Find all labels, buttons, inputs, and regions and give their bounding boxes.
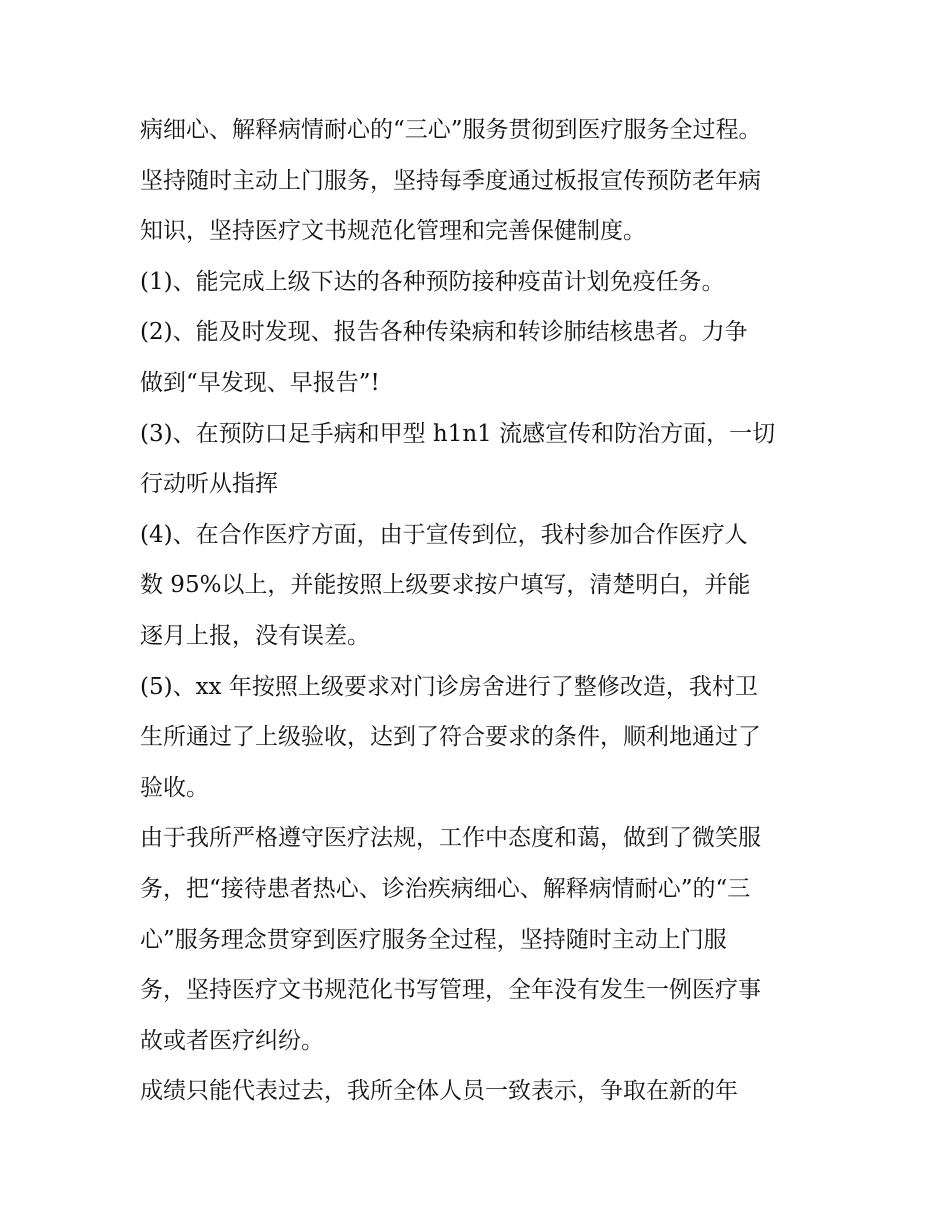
text-line: 验收。	[140, 774, 209, 801]
text-line: (3)、在预防口足手病和甲型 h1n1 流感宣传和防治方面，一切	[140, 420, 776, 447]
text-line: 行动听从指挥	[140, 471, 278, 498]
text-line: 成绩只能代表过去，我所全体人员一致表示，争取在新的年	[140, 1078, 738, 1105]
text-line: 病细心、解释病情耐心的“三心”服务贯彻到医疗服务全过程。	[140, 117, 762, 143]
text-line: 坚持随时主动上门服务，坚持每季度通过板报宣传预防老年病	[140, 167, 761, 194]
text-line: 由于我所严格遵守医疗法规，工作中态度和蔼，做到了微笑服	[140, 825, 761, 852]
text-line: (4)、在合作医疗方面，由于宣传到位，我村参加合作医疗人	[140, 521, 748, 548]
text-line: (1)、能完成上级下达的各种预防接种疫苗计划免疫任务。	[140, 268, 725, 295]
text-line: 知识，坚持医疗文书规范化管理和完善保健制度。	[140, 218, 646, 245]
text-line: 生所通过了上级验收，达到了符合要求的条件，顺利地通过了	[140, 724, 761, 751]
text-line: 故或者医疗纠纷。	[140, 1027, 324, 1054]
document-body	[140, 105, 820, 1117]
text-line: (2)、能及时发现、报告各种传染病和转诊肺结核患者。力争	[140, 319, 748, 346]
text-line: 做到“早发现、早报告”!	[140, 369, 380, 396]
text-line: 心”服务理念贯穿到医疗服务全过程，坚持随时主动上门服	[140, 926, 727, 953]
text-line: 数 95%以上，并能按照上级要求按户填写，清楚明白，并能	[140, 572, 751, 599]
text-line: 逐月上报，没有误差。	[140, 622, 370, 649]
text-line: 务，把“接待患者热心、诊治疾病细心、解释病情耐心”的“三	[140, 875, 751, 902]
text-line: 务，坚持医疗文书规范化书写管理，全年没有发生一例医疗事	[140, 977, 761, 1004]
text-line: (5)、xx 年按照上级要求对门诊房舍进行了整修改造，我村卫	[140, 673, 758, 700]
